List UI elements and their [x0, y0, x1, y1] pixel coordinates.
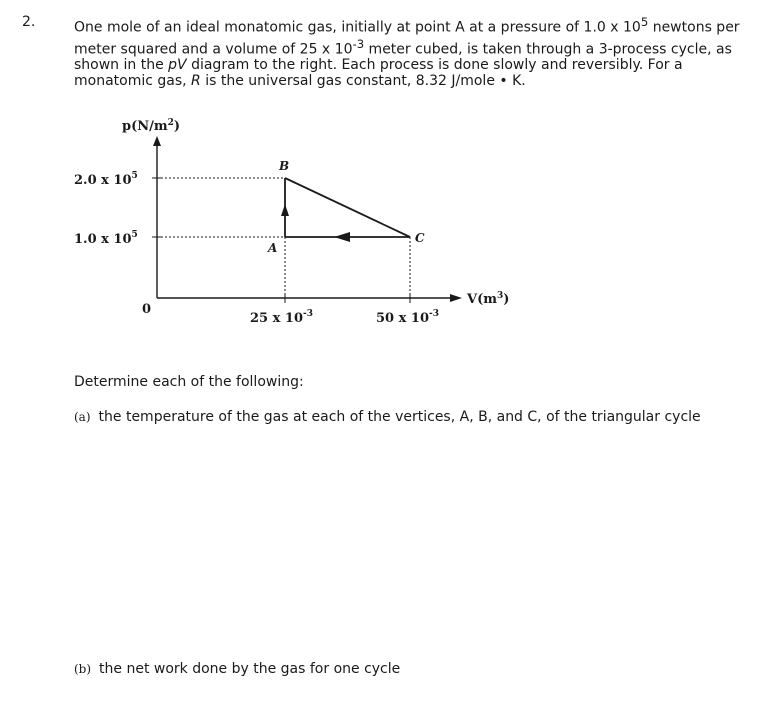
prompt-r-symbol: R [191, 73, 201, 90]
x-tick-label-50e-3: 50 x $10^{-3}$ [376, 309, 439, 326]
question-prompt [74, 14, 746, 89]
x-tick-label-25e-3: 25 x $10^{-3}$ [250, 309, 313, 326]
question-number: 2. [22, 14, 36, 30]
origin-label: 0 [142, 302, 152, 317]
vertex-label-a: A [268, 241, 278, 255]
prompt-text-1: One mole of an ideal monatomic gas, initially at point A at a pressure of 1.0 x 10 [74, 19, 641, 36]
part-b [74, 661, 400, 677]
part-a-label: (a) [74, 410, 91, 424]
arrow-c-to-a [334, 232, 350, 242]
determine-heading: Determine each of the following: [74, 374, 304, 390]
y-tick-label-2e5: 2.0 x $10^5$ [74, 171, 138, 188]
y-axis-label: $p(N/m^2)$ [122, 118, 181, 134]
y-tick-label-1e5: 1.0 x $10^5$ [74, 230, 138, 247]
vertex-label-b: B [279, 159, 290, 173]
x-axis-arrowhead [450, 294, 462, 302]
part-b-text: the net work done by the gas for one cycle [99, 661, 401, 677]
part-a [74, 409, 701, 425]
prompt-text-3: meter cubed, is taken through a 3-process cycle, as shown in the [74, 41, 732, 74]
prompt-text-5: is the universal gas constant, 8.32 J/mole • K. [200, 73, 526, 90]
arrow-a-to-b [281, 204, 289, 216]
x-axis-label: $V(m^3)$ [467, 291, 510, 307]
prompt-text-4: diagram to the right. Each process is done slowly and reversibly. For a monatomic gas, [74, 57, 683, 90]
process-b-to-c [285, 178, 410, 237]
pv-diagram [0, 100, 760, 330]
prompt-exponent-2: -3 [352, 36, 365, 51]
prompt-pv-term: pV [168, 57, 187, 74]
y-axis-arrowhead [153, 136, 161, 146]
part-b-label: (b) [74, 662, 92, 676]
prompt-exponent-1: 5 [640, 15, 649, 29]
vertex-label-c: C [415, 231, 425, 245]
part-a-text: the temperature of the gas at each of the vertices, A, B, and C, of the triangular cycle [98, 409, 701, 425]
prompt-text-2: newtons per meter squared and a volume of 25 x 10 [74, 19, 740, 58]
